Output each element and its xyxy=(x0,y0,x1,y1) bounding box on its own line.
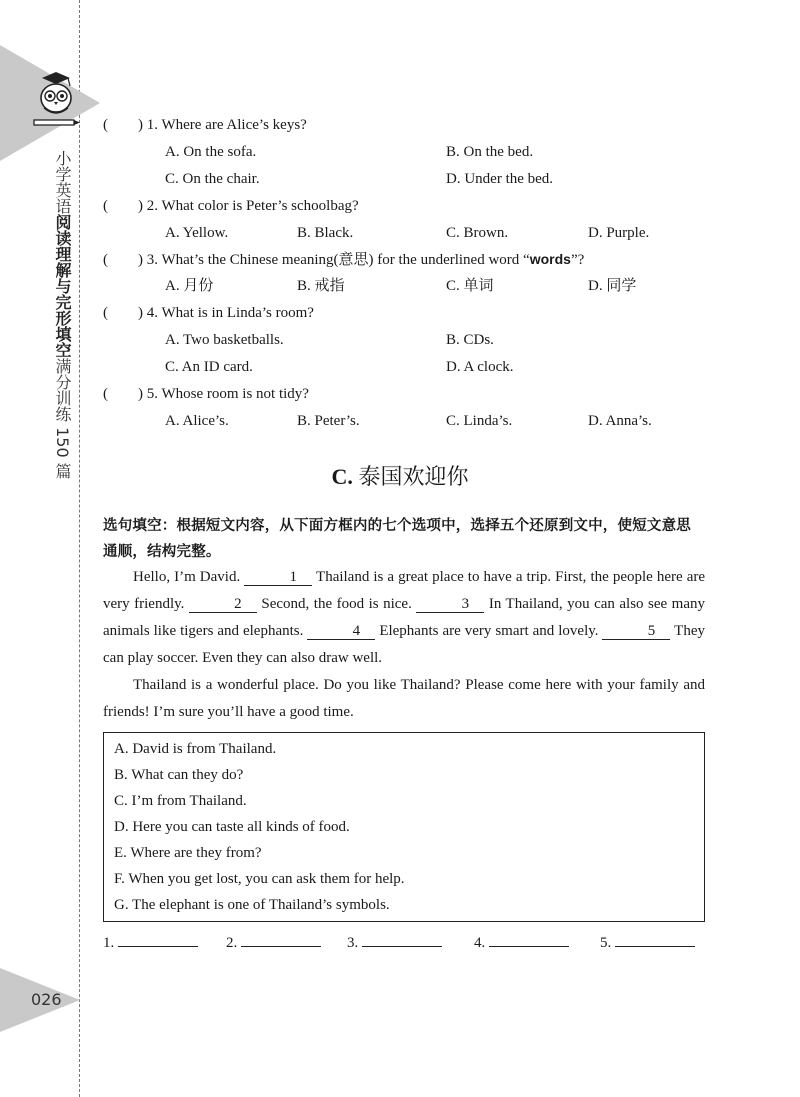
q1-option-b: B. On the bed. xyxy=(446,144,534,160)
blank-2: 2 xyxy=(189,596,257,613)
choice-f: F. When you get lost, you can ask them for help. xyxy=(114,871,405,887)
owl-mascot-icon xyxy=(30,70,82,132)
choice-e: E. Where are they from? xyxy=(114,845,262,861)
q2-option-d: D. Purple. xyxy=(588,225,650,241)
underlined-word: words xyxy=(529,251,571,267)
q3-option-b: B. 戒指 xyxy=(297,278,345,294)
q5-option-d: D. Anna’s. xyxy=(588,413,652,429)
section-instruction: 选句填空：根据短文内容，从下面方框内的七个选项中，选择五个还原到文中，使短文意思通顺，结构完整。 xyxy=(103,518,691,560)
q3-option-c: C. 单词 xyxy=(446,278,494,294)
passage-paragraph-1: Hello, I’m David. 1 Thailand is a great place to have a trip. First, the people here are very friendly. 2 Second, the food is nice. 3 In Thailand, you can also see many animals like tigers and elephants. 4 Elephants are very smart and lovely. 5 They can play soccer. Even they can also draw well. xyxy=(103,569,706,666)
choice-c: C. I’m from Thailand. xyxy=(114,793,247,809)
answer-blank-4[interactable]: 4. xyxy=(474,932,569,952)
choice-d: D. Here you can taste all kinds of food. xyxy=(114,819,350,835)
q3-option-a: A. 月份 xyxy=(165,278,214,294)
q2-option-c: C. Brown. xyxy=(446,225,509,241)
binding-dashed-line xyxy=(79,0,80,1097)
q1-option-d: D. Under the bed. xyxy=(446,171,554,187)
q4-option-c: C. An ID card. xyxy=(165,359,253,375)
answer-blank-1[interactable]: 1. xyxy=(103,932,198,952)
answer-blank-5[interactable]: 5. xyxy=(600,932,695,952)
choice-g: G. The elephant is one of Thailand’s symbols. xyxy=(114,897,390,913)
question-2: ( ) 2. What color is Peter’s schoolbag? xyxy=(103,198,359,214)
blank-3: 3 xyxy=(416,596,484,613)
q1-option-a: A. On the sofa. xyxy=(165,144,257,160)
blank-1: 1 xyxy=(244,569,312,586)
q4-option-d: D. A clock. xyxy=(446,359,514,375)
section-title: C. 泰国欢迎你 xyxy=(331,464,469,490)
choice-a: A. David is from Thailand. xyxy=(114,741,277,757)
q5-option-c: C. Linda’s. xyxy=(446,413,513,429)
page-number: 026 xyxy=(31,990,62,1009)
answer-blank-2[interactable]: 2. xyxy=(226,932,321,952)
q3-option-d: D. 同学 xyxy=(588,278,637,294)
choices-box xyxy=(103,732,705,922)
q5-option-b: B. Peter’s. xyxy=(297,413,360,429)
answer-blank-3[interactable]: 3. xyxy=(347,932,442,952)
question-4: ( ) 4. What is in Linda’s room? xyxy=(103,305,314,321)
choice-b: B. What can they do? xyxy=(114,767,244,783)
q2-option-b: B. Black. xyxy=(297,225,354,241)
q4-option-b: B. CDs. xyxy=(446,332,494,348)
passage-paragraph-2: Thailand is a wonderful place. Do you like Thailand? Please come here with your family and friends! I’m sure you’ll have a good time. xyxy=(103,677,705,720)
q4-option-a: A. Two basketballs. xyxy=(165,332,284,348)
question-3: ( ) 3. What’s the Chinese meaning(意思) for the underlined word “words”? xyxy=(103,251,585,268)
blank-4: 4 xyxy=(307,623,375,640)
book-series-title: 小学英语阅读理解与完形填空满分训练 150 篇 xyxy=(53,150,72,479)
q2-option-a: A. Yellow. xyxy=(165,225,229,241)
q1-option-c: C. On the chair. xyxy=(165,171,260,187)
blank-5: 5 xyxy=(602,623,670,640)
question-1: ( ) 1. Where are Alice’s keys? xyxy=(103,117,307,133)
q5-option-a: A. Alice’s. xyxy=(165,413,229,429)
question-5: ( ) 5. Whose room is not tidy? xyxy=(103,386,309,402)
